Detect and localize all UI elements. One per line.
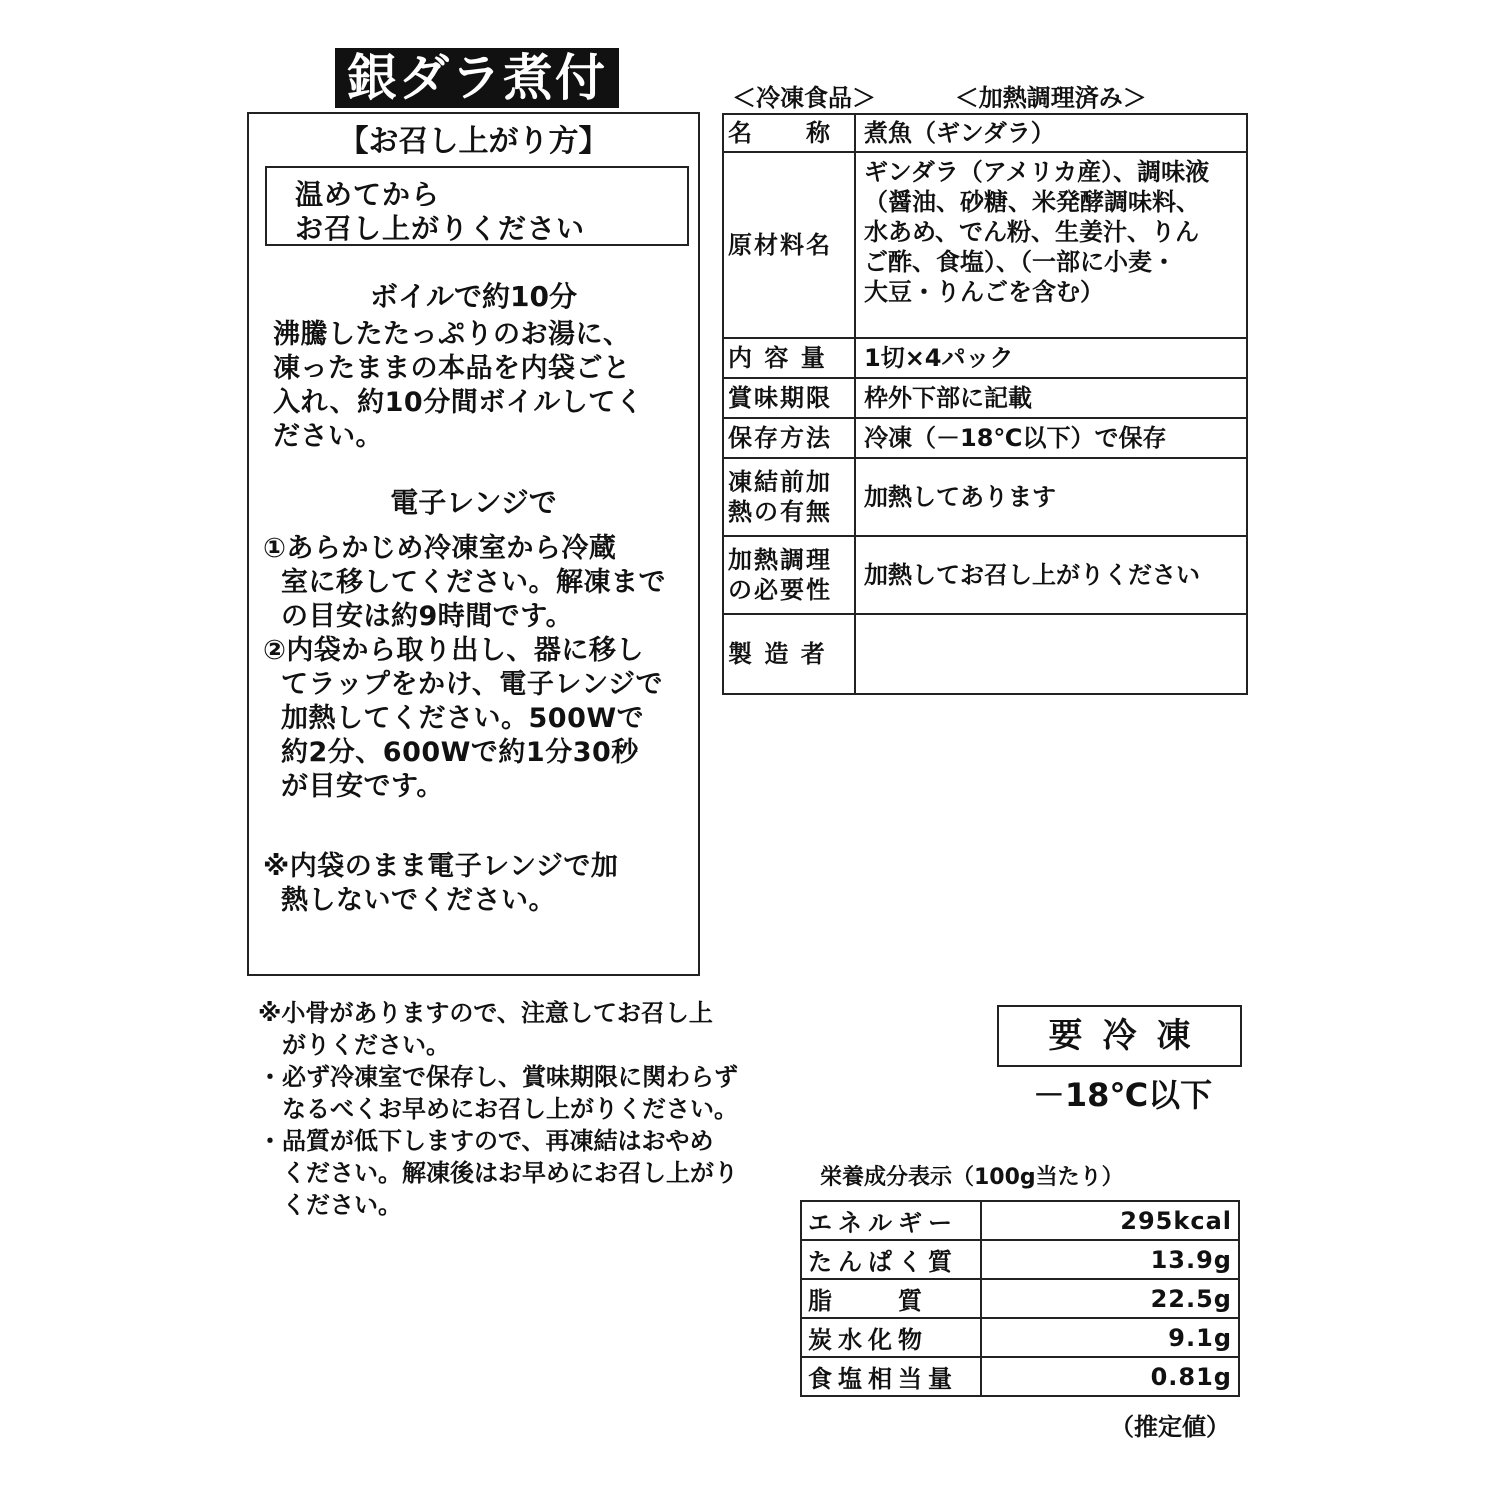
note-line: ・必ず冷凍室で保存し、賞味期限に関わらず [258, 1063, 738, 1091]
microwave-title: 電子レンジで [390, 486, 557, 519]
spec-row-ingredients [723, 152, 1247, 338]
microwave-line: ②内袋から取り出し、器に移し [263, 635, 644, 666]
spec-row-storage [723, 418, 1247, 458]
boil-line: ださい。 [273, 421, 383, 452]
nutrition-label: 食塩相当量 [801, 1357, 981, 1396]
nutrition-row [801, 1201, 1239, 1240]
nutrition-row [801, 1318, 1239, 1357]
note-line: ※小骨がありますので、注意してお召し上 [258, 999, 713, 1027]
spec-value: 加熱してあります [855, 458, 1247, 536]
nutrition-value: 295kcal [981, 1201, 1239, 1240]
note-line: がりください。 [258, 1031, 450, 1059]
spec-label: 製 造 者 [723, 614, 855, 694]
nutrition-value: 22.5g [981, 1279, 1239, 1318]
microwave-line: 室に移してください。解凍まで [281, 567, 666, 598]
boil-title: ボイルで約10分 [370, 280, 577, 313]
nutrition-table [800, 1200, 1240, 1397]
spec-value: 煮魚（ギンダラ） [855, 114, 1247, 152]
note-line: なるべくお早めにお召し上がりください。 [258, 1095, 738, 1123]
spec-value: 枠外下部に記載 [855, 378, 1247, 418]
warning-line: ※内袋のまま電子レンジで加 [263, 851, 619, 882]
warm-notice-line: お召し上がりください [295, 212, 586, 245]
spec-value: 冷凍（－18℃以下）で保存 [855, 418, 1247, 458]
nutrition-label: たんぱく質 [801, 1240, 981, 1279]
estimate-footnote: （推定値） [1110, 1413, 1230, 1441]
warm-notice-box [265, 166, 689, 246]
nutrition-label: エネルギー [801, 1201, 981, 1240]
boil-line: 凍ったままの本品を内袋ごと [273, 353, 631, 384]
nutrition-value: 13.9g [981, 1240, 1239, 1279]
microwave-line: てラップをかけ、電子レンジで [281, 669, 664, 700]
note-line: ・品質が低下しますので、再凍結はおやめ [258, 1127, 714, 1155]
warm-notice-line: 温めてから [295, 178, 441, 211]
note-line: ください。解凍後はお早めにお召し上がり [258, 1159, 738, 1187]
cooked-tag: ＜加熱調理済み＞ [954, 84, 1147, 112]
warning-line: 熱しないでください。 [281, 885, 556, 916]
microwave-line: の目安は約9時間です。 [281, 601, 574, 632]
freeze-temperature: －18℃以下 [1032, 1076, 1213, 1114]
nutrition-value: 0.81g [981, 1357, 1239, 1396]
spec-label: 賞味期限 [723, 378, 855, 418]
spec-label: 保存方法 [723, 418, 855, 458]
nutrition-row [801, 1240, 1239, 1279]
keep-frozen-badge: 要冷凍 [997, 1005, 1242, 1067]
spec-label: 名 称 [723, 114, 855, 152]
spec-row-name [723, 114, 1247, 152]
boil-instructions [273, 318, 693, 454]
spec-value: ギンダラ（アメリカ産）、調味液 （醤油、砂糖、米発酵調味料、 水あめ、でん粉、生姜汁、りん ご酢、食塩）、（一部に小麦・ 大豆・りんごを含む） [855, 152, 1247, 338]
caution-notes [258, 997, 798, 1221]
boil-line: 入れ、約10分間ボイルしてく [273, 387, 644, 418]
how-to-eat-box [247, 112, 700, 976]
category-tags [732, 83, 1147, 113]
nutrition-value: 9.1g [981, 1318, 1239, 1357]
spec-row-heating-required [723, 536, 1247, 614]
nutrition-title: 栄養成分表示（100g当たり） [820, 1165, 1124, 1190]
spec-value [855, 614, 1247, 694]
microwave-line: が目安です。 [281, 771, 444, 802]
microwave-line: 約2分、600Wで約1分30秒 [281, 737, 639, 768]
spec-label: 内 容 量 [723, 338, 855, 378]
note-line: ください。 [258, 1191, 402, 1219]
product-title: 銀ダラ煮付 [335, 48, 619, 108]
spec-value: 加熱してお召し上がりください [855, 536, 1247, 614]
nutrition-label: 炭水化物 [801, 1318, 981, 1357]
spec-row-contents [723, 338, 1247, 378]
microwave-warning [263, 850, 683, 918]
spec-label: 凍結前加 熱の有無 [723, 458, 855, 536]
nutrition-label: 脂 質 [801, 1279, 981, 1318]
microwave-line: 加熱してください。500Wで [281, 703, 645, 734]
frozen-food-tag: ＜冷凍食品＞ [732, 84, 876, 112]
spec-label: 原材料名 [723, 152, 855, 338]
spec-row-best-before [723, 378, 1247, 418]
spec-value: 1切×4パック [855, 338, 1247, 378]
spec-row-manufacturer [723, 614, 1247, 694]
microwave-line: ①あらかじめ冷凍室から冷蔵 [263, 533, 617, 564]
how-to-eat-heading: 【お召し上がり方】 [338, 124, 609, 159]
nutrition-row [801, 1279, 1239, 1318]
spec-row-preheated [723, 458, 1247, 536]
product-spec-table [722, 113, 1248, 695]
nutrition-row [801, 1357, 1239, 1396]
boil-line: 沸騰したたっぷりのお湯に、 [273, 319, 631, 350]
microwave-instructions [263, 532, 683, 804]
spec-label: 加熱調理 の必要性 [723, 536, 855, 614]
